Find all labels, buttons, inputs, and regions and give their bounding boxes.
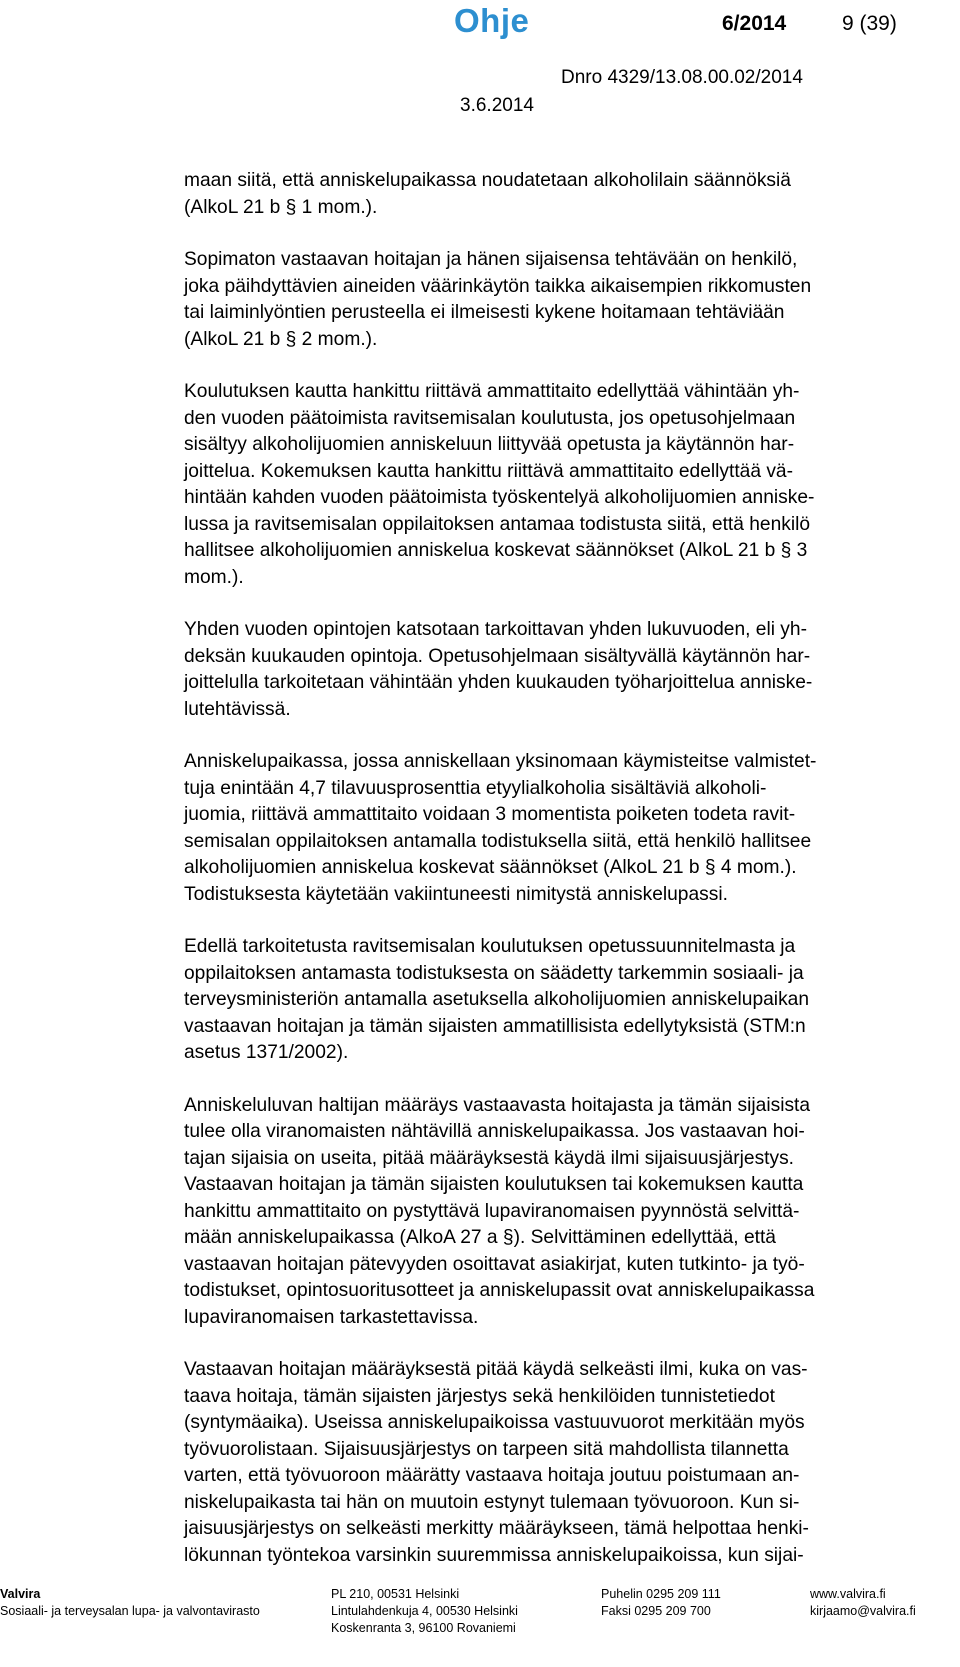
- footer-address-postal: PL 210, 00531 Helsinki: [331, 1587, 460, 1601]
- paragraph: [184, 617, 924, 723]
- document-body: [184, 168, 924, 1595]
- paragraph-line: Sopimaton vastaavan hoitajan ja hänen sijaisensa tehtävään on henkilö,: [184, 249, 798, 270]
- paragraph-line: Anniskeluluvan haltijan määräys vastaavasta hoitajasta ja tämän sijaisista: [184, 1094, 811, 1116]
- paragraph-line: deksän kuukauden opintoja. Opetusohjelmaan sisältyvällä käytännön har-: [184, 645, 811, 667]
- paragraph-line: (AlkoL 21 b § 1 mom.).: [184, 196, 378, 218]
- footer-website[interactable]: www.valvira.fi: [810, 1587, 886, 1601]
- paragraph-line: sisältyy alkoholijuomien anniskeluun liittyvää opetusta ja käytännön har-: [184, 434, 795, 455]
- paragraph-line: terveysministeriön antamalla asetuksella alkoholijuomien anniskelupaikan: [184, 989, 809, 1010]
- document-date: 3.6.2014: [460, 95, 534, 116]
- footer-address-rovaniemi: Koskenranta 3, 96100 Rovaniemi: [331, 1621, 516, 1635]
- paragraph-line: alkoholijuomien anniskelua koskevat säännökset (AlkoL 21 b § 4 mom.).: [184, 857, 797, 878]
- paragraph-line: Todistuksesta käytetään vakiintuneesti nimitystä anniskelupassi.: [184, 883, 728, 905]
- footer-email[interactable]: kirjaamo@valvira.fi: [810, 1604, 916, 1618]
- paragraph: [184, 749, 924, 908]
- paragraph: [184, 934, 924, 1067]
- paragraph-line: hankittu ammattitaito on pystyttävä lupaviranomaisen pyynnöstä selvittä-: [184, 1200, 800, 1222]
- paragraph-line: niskelupaikasta tai hän on muutoin estynyt tulemaan työvuoroon. Kun si-: [184, 1491, 800, 1513]
- paragraph-line: den vuoden päätoimista ravitsemisalan koulutusta, jos opetusohjelmaan: [184, 407, 796, 429]
- paragraph-line: lussa ja ravitsemisalan oppilaitoksen antamaa todistusta siitä, että henkilö: [184, 513, 811, 535]
- paragraph-line: Vastaavan hoitajan ja tämän sijaisten koulutuksen tai kokemuksen kautta: [184, 1174, 804, 1195]
- paragraph-line: taava hoitaja, tämän sijaisten järjestys sekä henkilöiden tunnistetiedot: [184, 1385, 775, 1407]
- paragraph-line: tulee olla viranomaisten nähtävillä anniskelupaikassa. Jos vastaavan hoi-: [184, 1121, 805, 1142]
- footer-phone: Puhelin 0295 209 111: [601, 1587, 721, 1601]
- paragraph-line: joittelulla tarkoitetaan vähintään yhden kuukauden työharjoittelua anniske-: [184, 672, 813, 693]
- paragraph-line: (syntymäaika). Useissa anniskelupaikoissa vastuuvuorot merkitään myös: [184, 1412, 805, 1433]
- page-footer: [0, 1586, 960, 1667]
- paragraph: [184, 1357, 924, 1569]
- footer-org-name: Valvira: [0, 1587, 41, 1601]
- paragraph-line: työvuorolistaan. Sijaisuusjärjestys on tarpeen sitä mahdollista tilannetta: [184, 1438, 789, 1460]
- paragraph-line: joka päihdyttävien aineiden väärinkäytön taikka aikaisempien rikkomusten: [184, 275, 812, 297]
- paragraph-line: lökunnan työntekoa varsinkin suuremmissa anniskelupaikoissa, kun sijai-: [184, 1544, 804, 1566]
- paragraph: [184, 1093, 924, 1332]
- paragraph-line: tajan sijaisia on useita, pitää määräyksestä käydä ilmi sijaisuusjärjestys.: [184, 1147, 795, 1169]
- paragraph-line: mään anniskelupaikassa (AlkoA 27 a §). Selvittäminen edellyttää, että: [184, 1227, 776, 1248]
- paragraph-line: lupaviranomaisen tarkastettavissa.: [184, 1306, 479, 1328]
- paragraph: [184, 379, 924, 591]
- document-type: Ohje: [454, 2, 530, 39]
- footer-org-full-name: Sosiaali- ja terveysalan lupa- ja valvontavirasto: [0, 1604, 260, 1618]
- paragraph-line: (AlkoL 21 b § 2 mom.).: [184, 328, 378, 350]
- paragraph-line: asetus 1371/2002).: [184, 1042, 349, 1063]
- paragraph-line: joittelua. Kokemuksen kautta hankittu riittävä ammattitaito edellyttää vä-: [184, 460, 793, 482]
- page-header: [0, 0, 960, 120]
- paragraph-line: jaisuusjärjestys on selkeästi merkitty määräykseen, tämä helpottaa henki-: [184, 1518, 809, 1539]
- paragraph-line: Koulutuksen kautta hankittu riittävä ammattitaito edellyttää vähintään yh-: [184, 381, 800, 402]
- footer-phones: [601, 1586, 721, 1620]
- page-number: 9 (39): [842, 12, 897, 35]
- footer-contact: [810, 1586, 916, 1620]
- paragraph-line: oppilaitoksen antamasta todistuksesta on säädetty tarkemmin sosiaali- ja: [184, 962, 804, 984]
- paragraph: [184, 168, 924, 221]
- paragraph-line: vastaavan hoitajan pätevyyden osoittavat asiakirjat, kuten tutkinto- ja työ-: [184, 1253, 805, 1275]
- paragraph-line: vastaavan hoitajan ja tämän sijaisten ammatillisista edellytyksistä (STM:n: [184, 1015, 806, 1037]
- paragraph-line: juomia, riittävä ammattitaito voidaan 3 momentista poiketen todeta ravit-: [184, 804, 796, 825]
- paragraph-line: varten, että työvuoroon määrätty vastaava hoitaja joutuu poistumaan an-: [184, 1465, 800, 1486]
- paragraph-line: Edellä tarkoitetusta ravitsemisalan koulutuksen opetussuunnitelmasta ja: [184, 936, 796, 957]
- paragraph-line: mom.).: [184, 566, 244, 588]
- paragraph-line: tai laiminlyöntien perusteella ei ilmeisesti kykene hoitamaan tehtäviään: [184, 302, 785, 323]
- paragraph-line: todistukset, opintosuoritusotteet ja anniskelupassit ovat anniskelupaikassa: [184, 1280, 815, 1301]
- paragraph-line: maan siitä, että anniskelupaikassa noudatetaan alkoholilain säännöksiä: [184, 170, 791, 191]
- paragraph-line: Vastaavan hoitajan määräyksestä pitää käydä selkeästi ilmi, kuka on vas-: [184, 1359, 808, 1380]
- paragraph-line: lutehtävissä.: [184, 698, 291, 720]
- document-number: 6/2014: [722, 12, 787, 35]
- paragraph: [184, 247, 924, 353]
- paragraph-line: Yhden vuoden opintojen katsotaan tarkoittavan yhden lukuvuoden, eli yh-: [184, 619, 807, 640]
- footer-address-helsinki: Lintulahdenkuja 4, 00530 Helsinki: [331, 1604, 518, 1618]
- paragraph-line: semisalan oppilaitoksen antamalla todistuksella siitä, että henkilö hallitsee: [184, 830, 812, 852]
- footer-fax: Faksi 0295 209 700: [601, 1604, 711, 1618]
- footer-organization: [0, 1586, 260, 1620]
- paragraph-line: tuja enintään 4,7 tilavuusprosenttia etyylialkoholia sisältäviä alkoholi-: [184, 777, 767, 799]
- footer-addresses: [331, 1586, 518, 1637]
- paragraph-line: hintään kahden vuoden päätoimista työskentelyä alkoholijuomien anniske-: [184, 487, 815, 508]
- paragraph-line: hallitsee alkoholijuomien anniskelua koskevat säännökset (AlkoL 21 b § 3: [184, 540, 808, 561]
- record-number: Dnro 4329/13.08.00.02/2014: [561, 67, 803, 88]
- paragraph-line: Anniskelupaikassa, jossa anniskellaan yksinomaan käymisteitse valmistet-: [184, 751, 817, 772]
